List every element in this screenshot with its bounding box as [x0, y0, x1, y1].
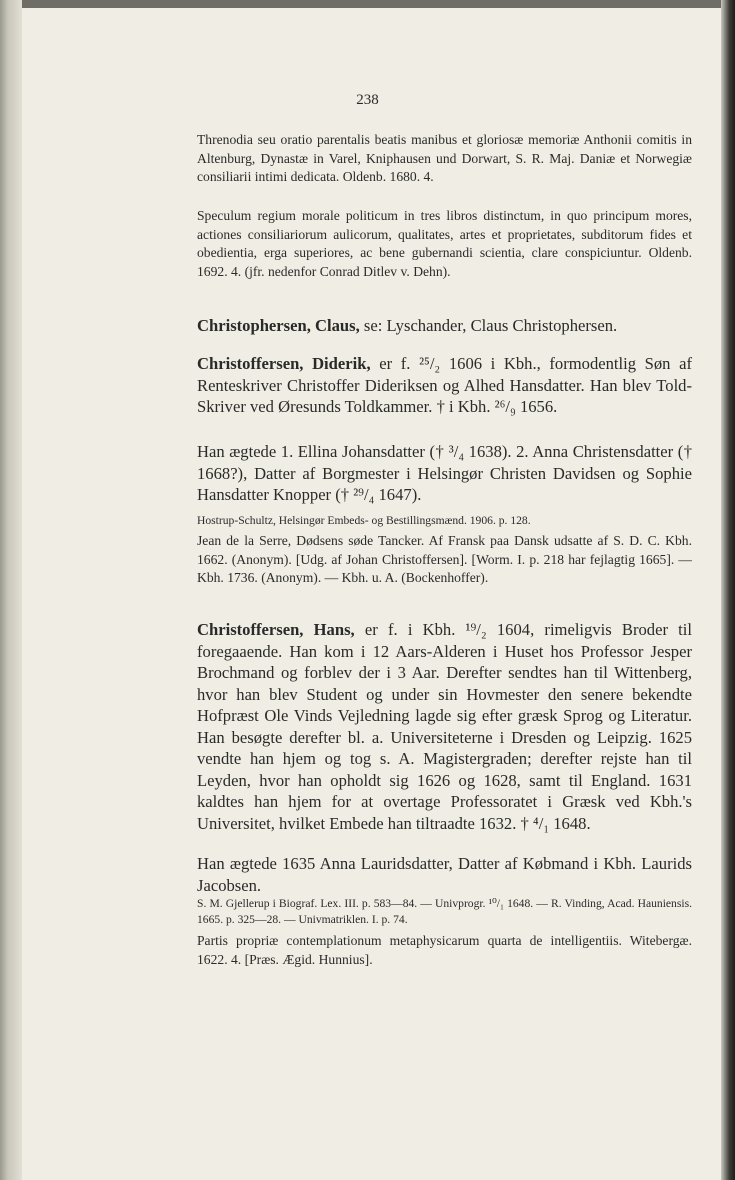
- page-top-edge: [0, 0, 735, 8]
- diderik-marriage: Han ægtede 1. Ellina Johansdatter († ³/₄ 1638). 2. Anna Christensdatter († 1668?), Datter af Borgmester i Helsingør Christen Davidsen og Sophie Hansdatter Knopper († ²⁹/₄ 1647).: [197, 442, 692, 504]
- hans-reference: S. M. Gjellerup i Biograf. Lex. III. p. 583—84. — Univprogr. ¹⁰/₁ 1648. — R. Vinding, Acad. Hauniensis. 1665. p. 325—28. — Univmatriklen. I. p. 74.: [197, 897, 692, 926]
- diderik-heading: Christoffersen, Diderik,: [197, 354, 371, 373]
- speculum-entry: Speculum regium morale politicum in tres libros distinctum, in quo principum mores, actiones consiliariorum aulicorum, qualitates, artes et proprietates, subditorum fides et obedientia, erga superiores, ac bene gubernandi scientia, clare conspiciuntur. Oldenb. 1692. 4. (jfr. nedenfor Conrad Ditlev v. Dehn).: [197, 208, 692, 279]
- claus-text: se: Lyschander, Claus Christophersen.: [359, 316, 618, 335]
- diderik-reference: Hostrup-Schultz, Helsingør Embeds- og Bestillingsmænd. 1906. p. 128.: [197, 514, 531, 527]
- page-right-edge: [721, 0, 735, 1180]
- claus-heading: Christophersen, Claus,: [197, 316, 360, 335]
- hans-marriage: Han ægtede 1635 Anna Lauridsdatter, Datter af Købmand i Kbh. Laurids Jacobsen.: [197, 854, 692, 895]
- diderik-entry: [197, 353, 692, 418]
- hans-work: Partis propriæ contemplationum metaphysicarum quarta de intelligentiis. Witebergæ. 1622. 4. [Præs. Ægid. Hunnius].: [197, 933, 692, 967]
- page-number: 238: [356, 92, 379, 108]
- book-spine-shadow: [0, 0, 22, 1180]
- hans-heading: Christoffersen, Hans,: [197, 620, 355, 639]
- hans-entry: [197, 619, 692, 834]
- threnodia-entry: Threnodia seu oratio parentalis beatis manibus et gloriosæ memoriæ Anthonii comitis in Altenburg, Dynastæ in Varel, Kniphausen und Dorwart, S. R. Maj. Daniæ et Norwegiæ consiliarii intimi dedicata. Oldenb. 1680. 4.: [197, 132, 692, 184]
- claus-entry: [197, 315, 692, 337]
- diderik-work: Jean de la Serre, Dødsens søde Tancker. Af Fransk paa Dansk udsatte af S. D. C. Kbh. 1662. (Anonym). [Udg. af Johan Christoffersen]. [Worm. I. p. 218 har fejlagtig 1665]. — Kbh. 1736. (Anonym). — Kbh. u. A. (Bockenhoffer).: [197, 533, 692, 585]
- hans-text: er f. i Kbh. ¹⁹/₂ 1604, rimeligvis Broder til foregaaende. Han kom i 12 Aars-Alderen i Huset hos Professor Jesper Brochmand og forblev der i 3 Aar. Derefter sendtes han til Wittenberg, hvor han blev Student og under sin Hovmester den senere bekendte Hofpræst Ole Vinds Vejledning lagde sig efter græsk Sprog og Literatur. Han besøgte derefter bl. a. Universiteterne i Dresden og Leipzig. 1625 vendte han hjem og tog s. A. Magistergraden; derefter rejste han til Leyden, hvor han opholdt sig 1626 og 1628, samt til England. 1631 kaldtes han hjem for at overtage Professoratet i Græsk ved Kbh.'s Universitet, hvilket Embede han tiltraadte 1632. † ⁴/₁ 1648.: [197, 620, 692, 833]
- diderik-text: er f. ²⁵/₂ 1606 i Kbh., formodentlig Søn af Renteskriver Christoffer Dideriksen og Alhed Hansdatter. Han blev Told-Skriver ved Øresunds Toldkammer. † i Kbh. ²⁶/₉ 1656.: [197, 354, 692, 416]
